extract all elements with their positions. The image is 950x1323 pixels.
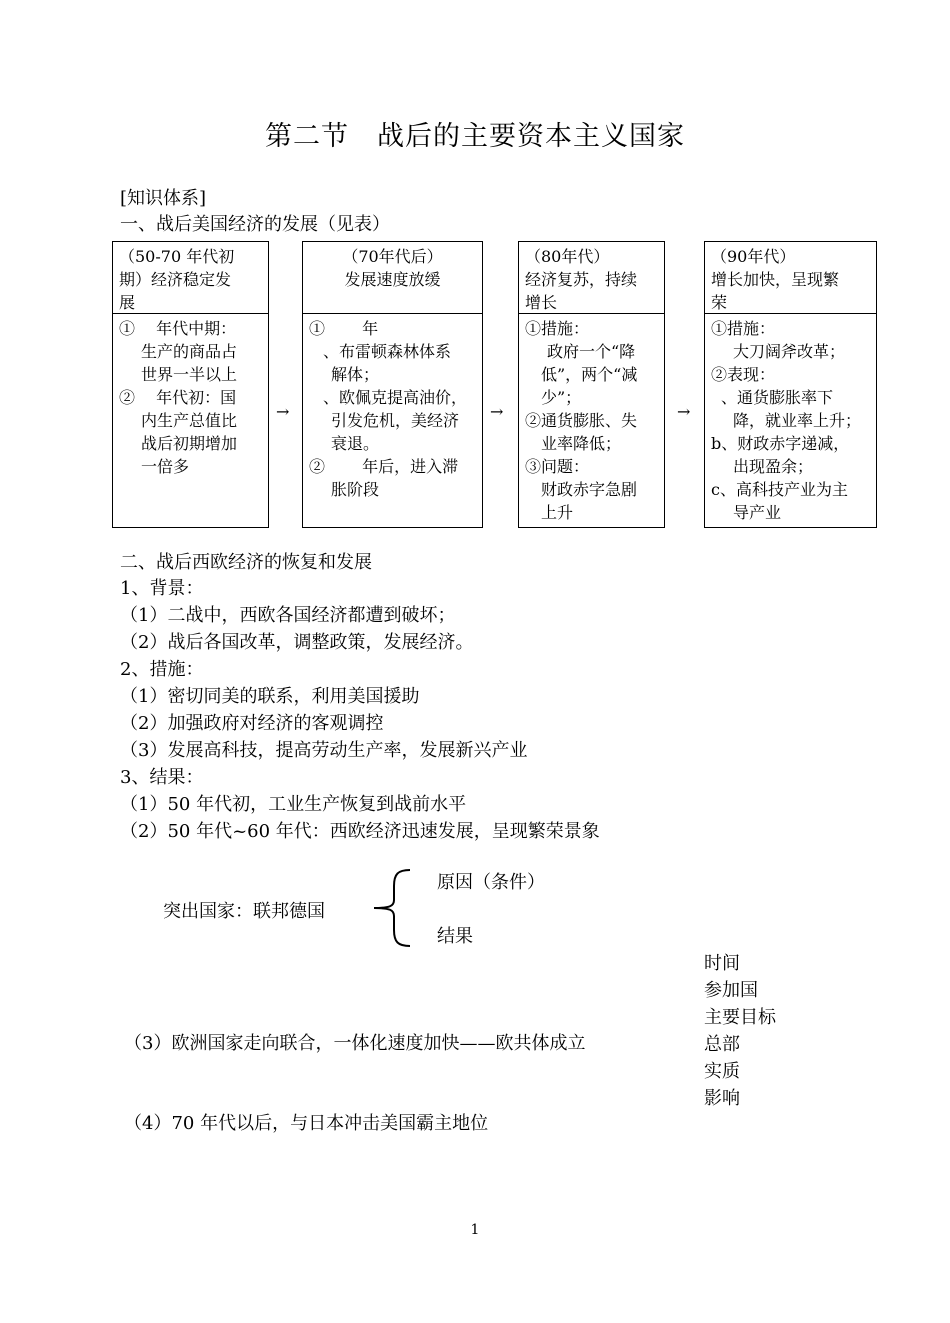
prominent-item-result: 结果 — [437, 926, 473, 947]
section1-heading: 一、战后美国经济的发展（见表） — [120, 214, 390, 235]
col1-header — [112, 241, 269, 314]
col3-body-line: ②通货膨胀、失 — [525, 411, 638, 430]
col4-body-line: 导产业 — [733, 503, 782, 522]
prominent-item-reason: 原因（条件） — [437, 872, 545, 893]
col2-header — [302, 241, 483, 314]
col2-body-line: 胀阶段 — [331, 480, 380, 499]
page-title: 第二节 战后的主要资本主义国家 — [265, 121, 685, 152]
col1-body-line: ① 年代中期： — [119, 319, 237, 338]
background-line: （1）二战中，西欧各国经济都遭到破坏； — [120, 605, 456, 626]
col1-body-line: 内生产总值比 — [141, 411, 238, 430]
results-title: 3、结果： — [120, 767, 204, 788]
section2-heading: 二、战后西欧经济的恢复和发展 — [120, 552, 372, 573]
measures-line: （1）密切同美的联系，利用美国援助 — [120, 686, 420, 707]
background-line: （2）战后各国改革，调整政策，发展经济。 — [120, 632, 474, 653]
results-line: （1）50 年代初，工业生产恢复到战前水平 — [120, 794, 467, 815]
col2-body-line: 解体； — [331, 365, 380, 384]
col2-body-line: ① 年 — [309, 319, 379, 338]
result4-line: （4）70 年代以后，与日本冲击美国霸主地位 — [124, 1113, 489, 1134]
col4-body-line: 降，就业率上升； — [733, 411, 862, 430]
measures-line: （3）发展高科技，提高劳动生产率，发展新兴产业 — [120, 740, 528, 761]
col4-body-line: ②表现： — [711, 365, 776, 384]
col1-header-line: 展 — [119, 293, 136, 312]
background-title: 1、背景： — [120, 578, 204, 599]
col1-body-line: 生产的商品占 — [141, 342, 238, 361]
col3-body-line: 低”，两个“减 — [541, 365, 638, 384]
col3-body-line: 少”； — [541, 388, 582, 407]
knowledge-label: [知识体系] — [120, 188, 207, 209]
col3-body-line: 政府一个“降 — [547, 342, 636, 361]
arrow-right-icon: → — [677, 402, 691, 421]
col1-header-line: 期）经济稳定发 — [119, 270, 232, 289]
col3-body-line: ③问题： — [525, 457, 590, 476]
curly-brace-icon — [368, 866, 414, 950]
col2-body-line: 、布雷顿森林体系 — [323, 342, 452, 361]
col3-body-line: 财政赤字急剧 — [541, 480, 638, 499]
result3-line: （3）欧洲国家走向联合，一体化速度加快——欧共体成立 — [124, 1033, 586, 1054]
col3-header-line: 经济复苏，持续 — [525, 270, 638, 289]
page-number: 1 — [470, 1222, 480, 1238]
col4-header-line: 增长加快，呈现繁 — [711, 270, 840, 289]
col2-body-line: 、欧佩克提高油价， — [323, 388, 468, 407]
col4-body-line: 出现盈余； — [733, 457, 814, 476]
arrow-right-icon: → — [276, 402, 290, 421]
col3-body-line: 上升 — [541, 503, 574, 522]
col3-body-line: 业率降低； — [541, 434, 622, 453]
prominent-country: 突出国家：联邦德国 — [163, 901, 325, 922]
ec-item: 主要目标 — [704, 1007, 776, 1028]
ec-item: 总部 — [704, 1034, 740, 1055]
col2-header-line: 发展速度放缓 — [344, 270, 441, 289]
col2-body-line: 衰退。 — [331, 434, 380, 453]
col3-body-line: ①措施： — [525, 319, 590, 338]
col2-header-line: （70年代后） — [342, 247, 443, 266]
col4-header-line: （90年代） — [711, 247, 796, 266]
col4-header — [704, 241, 877, 314]
measures-title: 2、措施： — [120, 659, 204, 680]
col1-body-line: 一倍多 — [141, 457, 190, 476]
ec-item: 实质 — [704, 1061, 740, 1082]
arrow-right-icon: → — [490, 402, 504, 421]
col3-header-line: （80年代） — [525, 247, 610, 266]
col1-body-line: ② 年代初：国 — [119, 388, 237, 407]
col1-body-line: 战后初期增加 — [141, 434, 238, 453]
col4-body-line: b、财政赤字递减， — [711, 434, 850, 453]
col3-header-line: 增长 — [525, 293, 558, 312]
col1-body-line: 世界一半以上 — [141, 365, 238, 384]
col4-body-line: 大刀阔斧改革； — [733, 342, 846, 361]
col3-header — [518, 241, 665, 314]
results-line: （2）50 年代~60 年代：西欧经济迅速发展，呈现繁荣景象 — [120, 821, 600, 842]
col2-body — [302, 313, 483, 528]
measures-line: （2）加强政府对经济的客观调控 — [120, 713, 384, 734]
col1-header-line: （50-70 年代初 — [119, 247, 235, 266]
col1-body — [112, 313, 269, 528]
col4-body — [704, 313, 877, 528]
col4-body-line: ①措施： — [711, 319, 776, 338]
col4-body-line: 、通货膨胀率下 — [721, 388, 834, 407]
ec-item: 参加国 — [704, 980, 758, 1001]
ec-item: 时间 — [704, 953, 740, 974]
col2-body-line: 引发危机，美经济 — [331, 411, 460, 430]
ec-item: 影响 — [704, 1088, 740, 1109]
col4-header-line: 荣 — [711, 293, 728, 312]
col3-body — [518, 313, 665, 528]
col2-body-line: ② 年后，进入滞 — [309, 457, 459, 476]
col4-body-line: c、高科技产业为主 — [711, 480, 848, 499]
